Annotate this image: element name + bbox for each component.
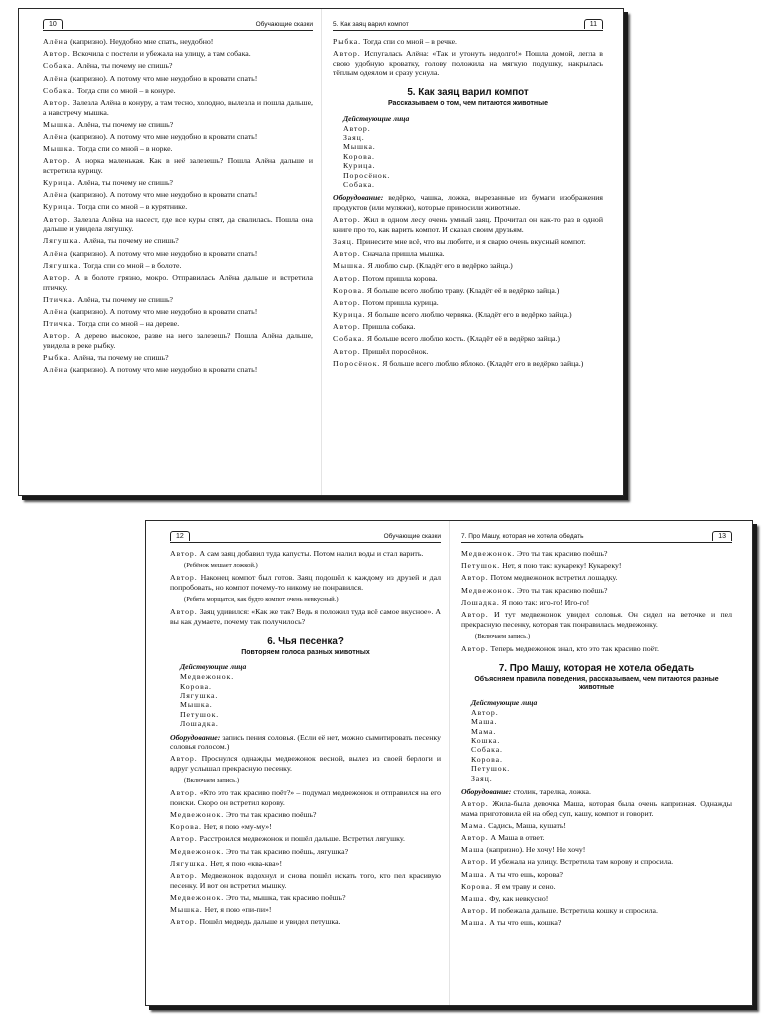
speaker-name: Рыбка. — [333, 37, 362, 46]
page-13 — [449, 521, 752, 1005]
speaker-name: Заяц. — [333, 236, 355, 246]
dialogue-line — [43, 178, 313, 188]
dialogue-line — [461, 894, 732, 904]
dialogue-line — [170, 607, 441, 626]
dialogue-line — [43, 319, 313, 329]
book-spread-bottom — [145, 520, 753, 1006]
cast-member: Корова. — [180, 681, 212, 691]
running-head-title: 7. Про Машу, которая не хотела обедать — [461, 532, 584, 540]
cast-member: Поросёнок. — [343, 170, 391, 180]
speaker-name: Автор. — [43, 331, 71, 341]
speaker-name: Маша. — [461, 869, 488, 879]
dialogue-line — [170, 834, 441, 844]
speaker-name: Автор. — [333, 346, 361, 356]
cast-heading: Действующие лица — [471, 697, 538, 707]
page-number: 12 — [170, 531, 190, 541]
line-text: Залезла Алёна на насест, где все куры спят, да свалилась. Пошла она дальше и увидела лягушку. — [43, 214, 313, 234]
running-header — [170, 531, 441, 543]
dialogue-line — [43, 331, 313, 350]
speaker-name: Мышка. — [333, 261, 366, 271]
line-text: Алёна, ты почему не спишь? — [77, 178, 173, 188]
dialogue-line — [461, 598, 732, 608]
line-text: А в болоте грязно, мокро. Отправилась Алёна дальше и встретила птичку. — [43, 272, 313, 292]
speaker-name: Автор. — [170, 607, 198, 617]
dialogue-line — [43, 273, 313, 292]
cast-member: Курица. — [343, 161, 376, 171]
line-text: Пошёл медведь дальше и увидел петушка. — [199, 917, 341, 927]
line-text: Алёна, ты почему не спишь? — [77, 294, 174, 304]
speaker-name: Алёна — [43, 131, 69, 141]
line-text: Садись, Маша, кушать! — [488, 820, 567, 830]
line-text: Это ты так красиво поёшь, лягушка? — [226, 846, 349, 856]
page-number: 10 — [43, 19, 63, 29]
speaker-name: Птичка. — [43, 319, 76, 329]
section-subtitle: Повторяем голоса разных животных — [241, 648, 370, 656]
line-text: Фу, как невкусно! — [489, 894, 549, 904]
speaker-name: Автор. — [170, 754, 198, 764]
line-text: Залезла Алёна в конуру, а там тесно, холодно, вылезла и пошла дальше, а навстречу мышка. — [43, 97, 313, 117]
dialogue-line — [43, 86, 313, 96]
speaker-name: Петушок. — [461, 561, 501, 571]
speaker-name: Автор. — [43, 156, 71, 166]
speaker-name: Автор. — [170, 788, 198, 798]
stage-direction: (Включаем запись.) — [475, 632, 531, 640]
speaker-name: Автор. — [333, 49, 361, 59]
cast-heading: Действующие лица — [343, 113, 410, 123]
speaker-name: Курица. — [43, 178, 76, 188]
dialogue-line — [43, 236, 313, 246]
speaker-name: Автор. — [461, 799, 489, 809]
speaker-name: Собака. — [333, 334, 365, 344]
dialogue-line — [461, 586, 732, 596]
dialogue-line — [461, 918, 732, 928]
line-text: Пришла собака. — [362, 322, 416, 332]
dialogue-line — [43, 156, 313, 175]
line-text: «Кто это так красиво поёт?» – подумал медвежонок и отправился на его поиски. Скоро он встретил корову. — [170, 788, 441, 807]
line-text: Алёна, ты почему не спишь? — [72, 353, 169, 363]
dialogue-line — [170, 573, 441, 592]
dialogue-line — [333, 298, 603, 308]
running-header — [461, 531, 732, 543]
speaker-name: Лягушка. — [43, 260, 82, 270]
line-text: Тогда спи со мной – в курятнике. — [77, 202, 188, 212]
dialogue-line — [333, 215, 603, 234]
dialogue-line — [43, 120, 313, 130]
equipment-text: столик, тарелка, ложка. — [513, 786, 591, 796]
speaker-name: Автор. — [461, 857, 489, 867]
cast-member: Маша. — [471, 717, 498, 727]
cast-member: Лягушка. — [180, 690, 219, 700]
line-text: А ты что ешь, корова? — [489, 869, 564, 879]
speaker-name: Автор. — [461, 833, 489, 843]
line-text: Расстроился медвежонок и пошёл дальше. Встретил лягушку. — [199, 834, 405, 844]
dialogue-line — [43, 74, 313, 84]
dialogue-line — [43, 202, 313, 212]
dialogue-line — [170, 905, 441, 915]
running-head-title: Обучающие сказки — [383, 532, 441, 540]
speaker-name: Алёна — [43, 190, 69, 200]
page-text — [170, 754, 441, 926]
dialogue-line — [43, 307, 313, 317]
dialogue-line — [43, 61, 313, 71]
line-text: Проснулся однажды медвежонок весной, вылез из своей берлоги и вдруг услышал прекрасную песенку. — [170, 754, 441, 773]
speaker-name: Мама. — [461, 820, 487, 830]
stage-direction: (Ребята морщатся, как будто компот очень невкусный.) — [184, 596, 339, 604]
dialogue-line — [43, 144, 313, 154]
equipment-label: Оборудование: — [461, 786, 512, 796]
dialogue-line — [461, 561, 732, 571]
line-text: Тогда спи со мной – в конуре. — [76, 85, 176, 95]
dialogue-line — [461, 549, 732, 559]
dialogue-line — [333, 359, 603, 369]
dialogue-line — [170, 917, 441, 927]
line-text: Пришёл поросёнок. — [362, 346, 429, 356]
line-text: Тогда спи со мной – в болоте. — [83, 260, 182, 270]
speaker-name: Курица. — [43, 202, 76, 212]
line-text: Я больше всего люблю траву. (Кладёт её в ведёрко зайца.) — [366, 285, 560, 295]
equipment-text: ведёрко, чашка, ложка, вырезанные из бумаги изображения продуктов (или муляжи), которые приносили животные. — [333, 193, 604, 212]
line-text: А дерево высокое, разве на него залезешь? Пошла Алёна дальше, увидела в реке рыбку. — [43, 331, 313, 350]
speaker-name: Маша — [461, 845, 485, 855]
speaker-name: Мышка. — [43, 144, 76, 154]
page-number: 11 — [584, 19, 603, 29]
cast-heading: Действующие лица — [180, 662, 247, 672]
cast-member: Мышка. — [343, 142, 376, 152]
line-text: Наконец компот был готов. Заяц подошёл к каждому из друзей и дал попробовать, но компот почему-то никому не понравился. — [170, 573, 442, 592]
speaker-name: Корова. — [333, 285, 365, 295]
dialogue-line — [43, 37, 313, 47]
cast-member: Собака. — [471, 745, 503, 755]
line-text: Тогда спи со мной – в норке. — [77, 144, 173, 154]
cast-list — [343, 124, 603, 190]
dialogue-line — [170, 788, 441, 807]
dialogue-line — [461, 833, 732, 843]
cast-member: Заяц. — [471, 773, 493, 783]
line-text: Это ты так красиво поёшь? — [517, 585, 608, 595]
speaker-name: Алёна — [43, 73, 69, 83]
equipment-paragraph — [461, 787, 732, 797]
line-text: Нет, я пою «пи-пи»! — [204, 905, 272, 914]
line-text: (капризно). А потому что мне неудобно в кровати спать! — [70, 131, 258, 141]
speaker-name: Автор. — [461, 573, 489, 583]
page-text — [170, 549, 441, 627]
speaker-name: Автор. — [43, 49, 71, 59]
line-text: (капризно). А потому что мне неудобно в кровати спать! — [70, 73, 258, 83]
speaker-name: Собака. — [43, 85, 75, 95]
dialogue-line — [43, 353, 313, 363]
line-text: А сам заяц добавил туда капусты. Потом налил воды и стал варить. — [199, 549, 424, 558]
dialogue-line — [170, 871, 441, 890]
dialogue-line — [461, 573, 732, 583]
dialogue-line — [170, 822, 441, 832]
dialogue-line — [170, 754, 441, 773]
line-text: Принесите мне всё, что вы любите, и я сварю очень вкусный компот. — [356, 236, 586, 246]
section-subtitle: Объясняем правила поведения, рассказываем, чем питаются разные животные — [474, 675, 719, 692]
speaker-name: Автор. — [461, 643, 489, 653]
running-header — [43, 19, 313, 31]
dialogue-line — [43, 215, 313, 234]
dialogue-line — [170, 810, 441, 820]
speaker-name: Автор. — [170, 573, 198, 583]
line-text: Алёна, ты почему не спишь? — [76, 61, 173, 71]
line-text: Медвежонок вздохнул и снова пошёл искать того, кто пел красивую песенку. И вот он встретил мышку. — [170, 871, 442, 890]
dialogue-line — [333, 274, 603, 284]
dialogue-line — [333, 310, 603, 320]
cast-member: Лошадка. — [180, 719, 219, 729]
speaker-name: Мышка. — [170, 905, 203, 914]
speaker-name: Лягушка. — [170, 858, 209, 868]
line-text: Алёна, ты почему не спишь? — [77, 119, 174, 129]
speaker-name: Медвежонок. — [170, 846, 225, 856]
line-text: И убежала на улицу. Встретила там корову и спросила. — [490, 857, 674, 867]
section-subtitle: Рассказываем о том, чем питаются животные — [387, 99, 549, 107]
speaker-name: Алёна — [43, 37, 69, 46]
line-text: (капризно). А потому что мне неудобно в кровати спать! — [70, 365, 258, 375]
cast-member: Корова. — [471, 754, 503, 764]
running-header — [333, 19, 603, 31]
speaker-name: Автор. — [170, 834, 198, 844]
line-text: (капризно). А потому что мне неудобно в кровати спать! — [70, 248, 258, 258]
dialogue-line — [333, 249, 603, 259]
line-text: Испугалась Алёна: «Так и утонуть недолго!» Пошла домой, легла в свою удобную кроватку, голову положила на мягкую подушку, накрылась тёплым одеялом и сразу уснула. — [333, 49, 603, 78]
speaker-name: Курица. — [333, 310, 366, 320]
dialogue-line — [461, 799, 732, 818]
dialogue-line — [333, 37, 603, 47]
section-title: 7. Про Машу, которая не хотела обедать — [498, 662, 695, 674]
speaker-name: Автор. — [43, 214, 71, 224]
speaker-name: Алёна — [43, 248, 69, 258]
speaker-name: Автор. — [461, 609, 489, 619]
speaker-name: Автор. — [43, 97, 71, 107]
speaker-name: Медвежонок. — [170, 810, 225, 820]
line-text: Нет, я пою «ква-ква»! — [210, 858, 283, 868]
speaker-name: Медвежонок. — [461, 549, 516, 558]
line-text: Я люблю сыр. (Кладёт его в ведёрко зайца.) — [367, 261, 513, 271]
cast-list — [471, 708, 732, 783]
line-text: Я ем траву и сено. — [494, 881, 556, 891]
line-text: Потом пришла корова. — [362, 273, 438, 283]
page-text — [461, 549, 732, 654]
page-number: 13 — [712, 531, 732, 541]
line-text: Это ты, мышка, так красиво поёшь? — [226, 892, 346, 902]
speaker-name: Алёна — [43, 365, 69, 375]
speaker-name: Автор. — [461, 906, 489, 916]
speaker-name: Автор. — [333, 297, 361, 307]
line-text: И побежала дальше. Встретила кошку и спросила. — [490, 906, 658, 916]
dialogue-line — [461, 644, 732, 654]
dialogue-line — [333, 261, 603, 271]
dialogue-line — [43, 365, 313, 375]
page-10 — [19, 9, 321, 495]
line-text: (капризно). Не хочу! Не хочу! — [486, 845, 586, 855]
line-text: Потом медвежонок встретил лошадку. — [490, 573, 618, 583]
dialogue-line — [170, 549, 441, 559]
dialogue-line — [333, 322, 603, 332]
dialogue-line — [461, 821, 732, 831]
cast-member: Корова. — [343, 151, 375, 161]
speaker-name: Поросёнок. — [333, 358, 381, 368]
speaker-name: Корова. — [170, 822, 202, 832]
dialogue-line — [43, 98, 313, 117]
speaker-name: Рыбка. — [43, 353, 72, 363]
line-text: А норка маленькая. Как в неё залезешь? Пошла Алёна дальше и встретила курицу. — [43, 156, 313, 175]
page-text — [333, 215, 603, 368]
speaker-name: Маша. — [461, 918, 488, 928]
running-head-title: 5. Как заяц варил компот — [333, 20, 409, 28]
dialogue-line — [333, 286, 603, 296]
equipment-paragraph — [333, 193, 603, 212]
speaker-name: Автор. — [43, 272, 71, 282]
line-text: Я пою так: иго-го! Иго-го! — [501, 597, 590, 607]
dialogue-line — [333, 347, 603, 357]
cast-member: Мышка. — [180, 700, 213, 710]
dialogue-line — [461, 882, 732, 892]
dialogue-line — [461, 857, 732, 867]
cast-member: Мама. — [471, 726, 497, 736]
line-text: Это ты так красиво поёшь? — [226, 810, 317, 820]
equipment-label: Оборудование: — [170, 732, 221, 742]
cast-member: Автор. — [471, 707, 499, 717]
line-text: Жил в одном лесу очень умный заяц. Прочитал он как-то раз в одной книге про то, как варить компот. И сказал своим друзьям. — [333, 215, 604, 234]
speaker-name: Автор. — [170, 917, 198, 927]
dialogue-line — [170, 893, 441, 903]
cast-member: Петушок. — [471, 764, 511, 774]
speaker-name: Медвежонок. — [170, 892, 225, 902]
line-text: И тут медвежонок увидел соловья. Он сидел на веточке и пел прекрасную песенку, которая так понравилась медвежонку. — [461, 609, 732, 629]
speaker-name: Лягушка. — [43, 236, 82, 246]
line-text: А ты что ешь, кошка? — [489, 918, 562, 928]
speaker-name: Медвежонок. — [461, 585, 516, 595]
dialogue-line — [43, 49, 313, 59]
speaker-name: Мышка. — [43, 119, 76, 129]
book-spread-top — [18, 8, 624, 496]
dialogue-line — [43, 249, 313, 259]
speaker-name: Лошадка. — [461, 597, 500, 607]
speaker-name: Автор. — [333, 249, 361, 259]
dialogue-line — [461, 610, 732, 629]
line-text: Теперь медвежонок знал, кто это так красиво поёт. — [490, 643, 659, 653]
dialogue-line — [461, 906, 732, 916]
speaker-name: Автор. — [333, 273, 361, 283]
page-text — [333, 37, 603, 78]
line-text: Я больше всего люблю червяка. (Кладёт его в ведёрко зайца.) — [367, 310, 572, 320]
cast-member: Петушок. — [180, 709, 220, 719]
speaker-name: Алёна — [43, 306, 69, 316]
line-text: Вскочила с постели и убежала на улицу, а там собака. — [72, 49, 251, 59]
cast-list — [180, 672, 441, 728]
line-text: Потом пришла курица. — [362, 297, 439, 307]
cast-member: Заяц. — [343, 132, 365, 142]
line-text: (капризно). Неудобно мне спать, неудобно! — [70, 37, 214, 46]
stage-direction: (Включаем запись.) — [184, 777, 240, 785]
line-text: Жила-была девочка Маша, которая была очень капризная. Однажды мама приготовила ей на обед суп, кашу, компот и говорит. — [461, 799, 733, 818]
running-head-title: Обучающие сказки — [255, 20, 313, 28]
line-text: (капризно). А потому что мне неудобно в кровати спать! — [70, 306, 258, 316]
dialogue-line — [43, 261, 313, 271]
line-text: Я больше всего люблю кость. (Кладёт её в ведёрко зайца.) — [366, 334, 560, 344]
dialogue-line — [333, 237, 603, 247]
speaker-name: Собака. — [43, 61, 75, 71]
dialogue-line — [43, 132, 313, 142]
line-text: Нет, я пою «му-му»! — [203, 822, 272, 832]
speaker-name: Маша. — [461, 894, 488, 904]
section-title: 6. Чья песенка? — [267, 635, 344, 647]
cast-member: Медвежонок. — [180, 672, 235, 682]
section-title: 5. Как заяц варил компот — [407, 86, 529, 98]
line-text: Тогда спи со мной – в речке. — [362, 37, 458, 46]
line-text: (капризно). А потому что мне неудобно в кровати спать! — [70, 190, 258, 200]
cast-member: Кошка. — [471, 735, 501, 745]
stage-direction: (Ребёнок мешает ложкой.) — [184, 562, 258, 570]
cast-member: Собака. — [343, 180, 375, 189]
dialogue-line — [170, 859, 441, 869]
speaker-name: Автор. — [170, 549, 198, 558]
line-text: Я больше всего люблю яблоко. (Кладёт его в ведёрко зайца.) — [382, 358, 584, 368]
line-text: А Маша в ответ. — [490, 833, 545, 843]
line-text: Алёна, ты почему не спишь? — [83, 236, 179, 246]
page-12 — [146, 521, 449, 1005]
line-text: Заяц удивился: «Как же так? Ведь я положил туда всё самое вкусное». А вы как думаете, почему так получилось? — [170, 607, 441, 626]
cast-member: Автор. — [343, 123, 371, 133]
line-text: Сначала пришла мышка. — [362, 249, 445, 259]
page-11 — [321, 9, 623, 495]
page-text — [43, 37, 313, 375]
line-text: Это ты так красиво поёшь? — [517, 549, 608, 558]
dialogue-line — [461, 845, 732, 855]
dialogue-line — [43, 295, 313, 305]
speaker-name: Автор. — [333, 322, 361, 332]
dialogue-line — [43, 190, 313, 200]
equipment-paragraph — [170, 733, 441, 752]
speaker-name: Автор. — [170, 871, 198, 881]
speaker-name: Корова. — [461, 881, 493, 891]
line-text: Тогда спи со мной – на дереве. — [77, 319, 180, 329]
equipment-text: запись пения соловья. (Если её нет, можно сымитировать песенку соловья голосом.) — [170, 732, 441, 752]
dialogue-line — [461, 870, 732, 880]
equipment-label: Оборудование: — [333, 193, 384, 203]
speaker-name: Автор. — [333, 215, 361, 225]
speaker-name: Птичка. — [43, 294, 76, 304]
line-text: Нет, я пою так: кукареку! Кукареку! — [502, 561, 622, 571]
dialogue-line — [333, 334, 603, 344]
dialogue-line — [170, 847, 441, 857]
page-text — [461, 799, 732, 928]
dialogue-line — [333, 49, 603, 78]
